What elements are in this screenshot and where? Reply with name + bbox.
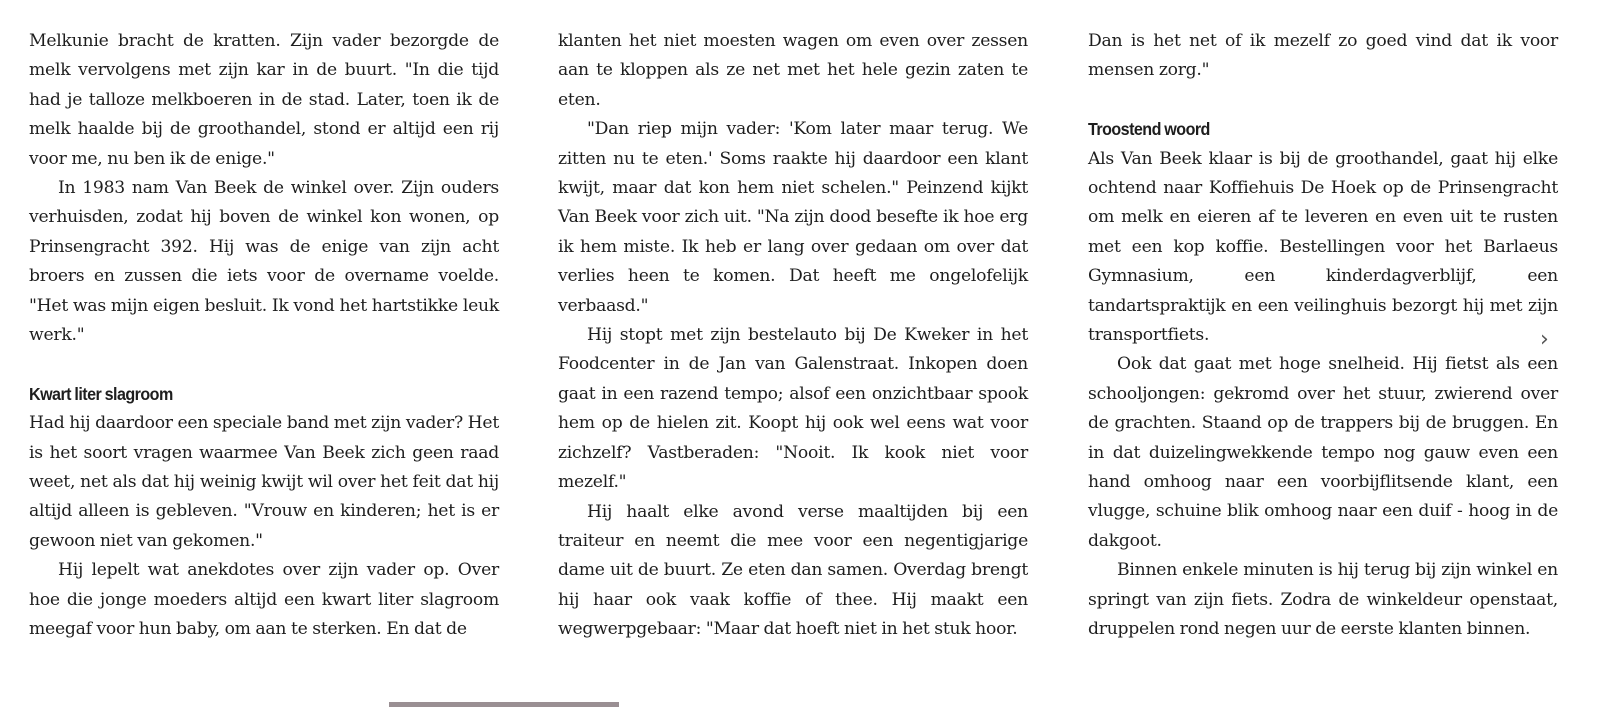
reading-progress-fill [389, 702, 619, 707]
paragraph: Had hij daardoor een speciale band met zijn vader? Het is het soort vragen waarmee Van Beek zich geen raad weet, net als dat hij weinig kwijt wil over het feit dat hij altijd alleen is gebleven. "Vrouw en kinderen; het is er gewoon niet van gekomen." [29, 413, 499, 551]
paragraph: Ook dat gaat met hoge snelheid. Hij fietst als een schooljongen: gekromd over het stuur, zwierend over de grachten. Staand op de trappers bij de bruggen. En in dat duizelingwekkende tempo nog gauw even een hand omhoog naar een voorbijflitsende klant, een vlugge, schuine blik omhoog naar een duif - hoog in de dakgoot. [1088, 354, 1558, 551]
paragraph: Binnen enkele minuten is hij terug bij zijn winkel en springt van zijn fiets. Zodra de winkeldeur openstaat, druppelen rond negen uur de eerste klanten binnen. [1088, 560, 1558, 640]
chevron-right-icon[interactable]: › [1540, 327, 1549, 352]
paragraph: Hij stopt met zijn bestelauto bij De Kweker in het Foodcenter in de Jan van Galenstraat. Inkopen doen gaat in een razend tempo; alsof een onzichtbaar spook hem op de hielen zit. Koopt hij ook wel eens wat voor zichzelf? Vastberaden: "Nooit. Ik kook niet voor mezelf." [558, 325, 1028, 493]
paragraph: Melkunie bracht de kratten. Zijn vader bezorgde de melk vervolgens met zijn kar in de buurt. "In die tijd had je talloze melkboeren in de stad. Later, toen ik de melk haalde bij de groothandel, stond er altijd een rij voor me, nu ben ik de enige." [29, 31, 499, 169]
section-heading: Troostend woord [1088, 119, 1210, 140]
reading-progress-bar [389, 702, 619, 707]
article-column-1 [29, 27, 499, 645]
paragraph: Hij haalt elke avond verse maaltijden bij een traiteur en neemt die mee voor een negentigjarige dame uit de buurt. Ze eten dan samen. Overdag brengt hij haar ook vaak koffie of thee. Hij maakt een wegwerpgebaar: "Maar dat hoeft niet in het stuk hoor. [558, 501, 1028, 640]
paragraph: Als Van Beek klaar is bij de groothandel, gaat hij elke ochtend naar Koffiehuis De Hoek op de Prinsengracht om melk en eieren af te leveren en even uit te rusten met een kop koffie. Bestellingen voor het Barlaeus Gymnasium, een kinderdagverblijf, een tandartspraktijk en een veilinghuis bezorgt hij met zijn transportfiets. [1088, 148, 1558, 346]
article-column-2 [558, 27, 1028, 645]
article-column-3 [1088, 27, 1558, 645]
paragraph: klanten het niet moesten wagen om even over zessen aan te kloppen als ze net met het hele gezin zaten te eten. [558, 31, 1028, 110]
paragraph: "Dan riep mijn vader: 'Kom later maar terug. We zitten nu te eten.' Soms raakte hij daardoor een klant kwijt, maar dat kon hem niet schelen." Peinzend kijkt Van Beek voor zich uit. "Na zijn dood besefte ik hoe erg ik hem miste. Ik heb er lang over gedaan om over dat verlies heen te komen. Dat heeft me ongelofelijk verbaasd." [558, 119, 1028, 316]
section-heading: Kwart liter slagroom [29, 383, 173, 404]
paragraph: In 1983 nam Van Beek de winkel over. Zijn ouders verhuisden, zodat hij boven de winkel kon wonen, op Prinsengracht 392. Hij was de enige van zijn acht broers en zussen die iets voor de overname voelde. "Het was mijn eigen besluit. Ik vond het hartstikke leuk werk." [29, 178, 499, 346]
paragraph: Hij lepelt wat anekdotes over zijn vader op. Over hoe die jonge moeders altijd een kwart liter slagroom meegaf voor hun baby, om aan te sterken. En dat de [29, 560, 499, 640]
paragraph: Dan is het net of ik mezelf zo goed vind dat ik voor mensen zorg." [1088, 31, 1558, 81]
